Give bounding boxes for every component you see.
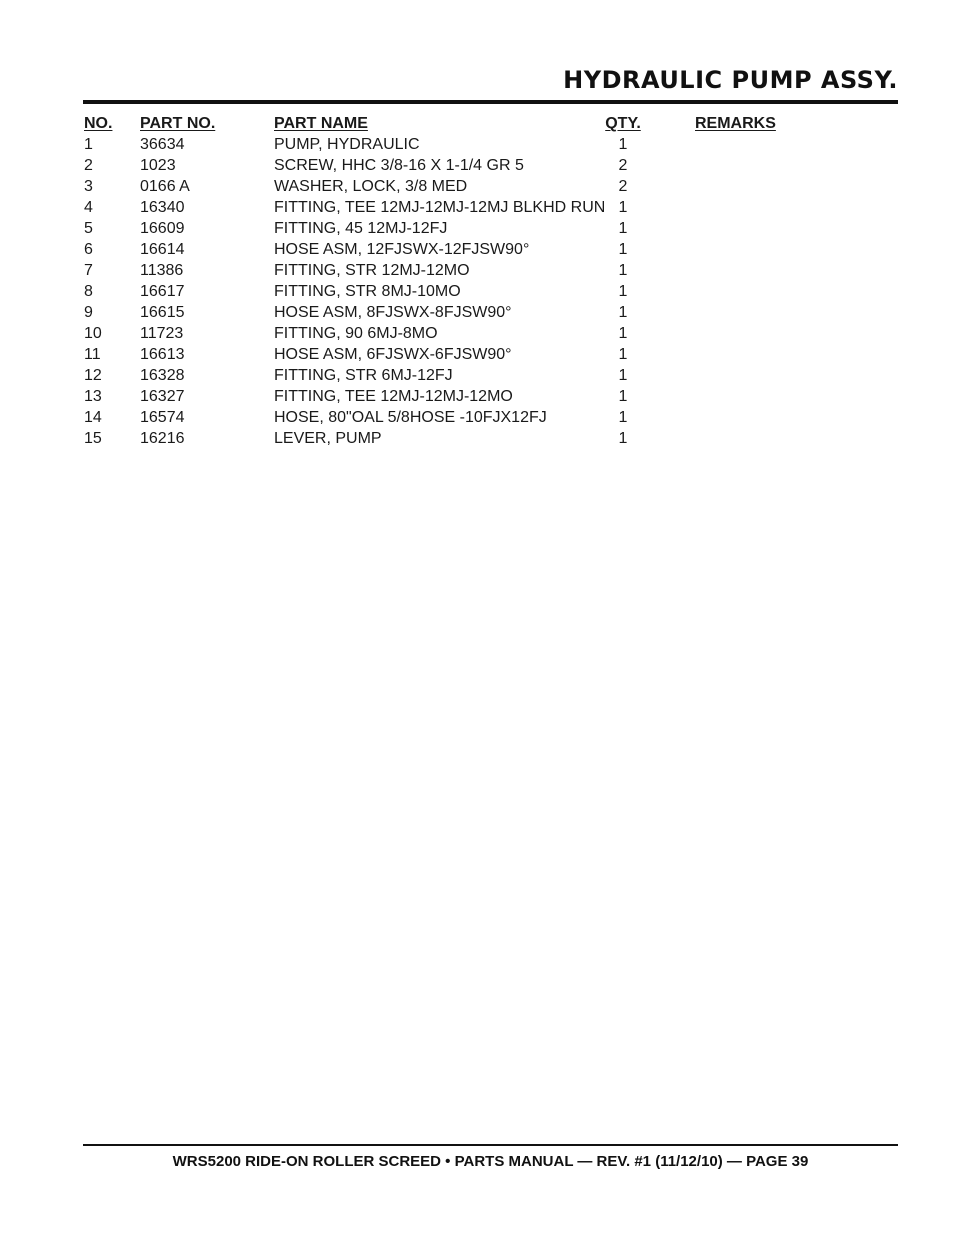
column-header-remarks: REMARKS [695,115,776,132]
cell-qty: 1 [618,430,628,447]
column-header-no: NO. [84,115,113,132]
cell-no: 9 [84,304,93,321]
table-header-row [84,113,844,134]
cell-qty: 1 [618,367,628,384]
cell-part-no: 16216 [140,430,185,447]
cell-part-no: 16617 [140,283,185,300]
cell-no: 2 [84,157,93,174]
cell-part-name: HOSE ASM, 6FJSWX-6FJSW90° [274,346,512,363]
page-title: HYDRAULIC PUMP ASSY. [563,66,898,94]
cell-no: 10 [84,325,102,342]
cell-part-no: 16340 [140,199,185,216]
cell-part-name: HOSE ASM, 12FJSWX-12FJSW90° [274,241,530,258]
cell-qty: 1 [618,136,628,153]
cell-qty: 2 [618,157,628,174]
title-divider [83,100,898,104]
cell-part-no: 11723 [140,325,184,342]
cell-part-name: FITTING, 45 12MJ-12FJ [274,220,448,237]
cell-no: 15 [84,430,102,447]
cell-qty: 1 [618,346,628,363]
table-body [84,134,844,449]
cell-part-name: SCREW, HHC 3/8-16 X 1-1/4 GR 5 [274,157,524,174]
cell-qty: 1 [618,283,628,300]
table-row [84,344,844,365]
column-header-part-name: PART NAME [274,115,368,132]
cell-qty: 1 [618,325,628,342]
cell-part-no: 16574 [140,409,185,426]
cell-no: 6 [84,241,93,258]
cell-part-name: PUMP, HYDRAULIC [274,136,420,153]
cell-no: 3 [84,178,93,195]
cell-part-name: FITTING, TEE 12MJ-12MJ-12MJ BLKHD RUN [274,199,606,216]
table-row [84,197,844,218]
cell-part-no: 16327 [140,388,185,405]
cell-part-name: FITTING, TEE 12MJ-12MJ-12MO [274,388,513,405]
cell-no: 5 [84,220,93,237]
cell-qty: 1 [618,241,628,258]
cell-part-name: HOSE ASM, 8FJSWX-8FJSW90° [274,304,512,321]
footer-divider [83,1144,898,1146]
cell-qty: 1 [618,409,628,426]
column-header-part-no: PART NO. [140,115,216,132]
cell-qty: 2 [618,178,628,195]
cell-part-name: LEVER, PUMP [274,430,382,447]
parts-list-table [84,113,844,449]
table-row [84,155,844,176]
table-row [84,302,844,323]
page-footer: WRS5200 RIDE-ON ROLLER SCREED • PARTS MANUAL — REV. #1 (11/12/10) — PAGE 39 [172,1153,809,1170]
cell-qty: 1 [618,304,628,321]
cell-qty: 1 [618,388,628,405]
cell-part-no: 16615 [140,304,185,321]
table-row [84,134,844,155]
cell-part-no: 16614 [140,241,185,258]
cell-no: 12 [84,367,102,384]
cell-part-name: FITTING, STR 8MJ-10MO [274,283,461,300]
cell-part-name: WASHER, LOCK, 3/8 MED [274,178,468,195]
table-row [84,239,844,260]
cell-qty: 1 [618,262,628,279]
cell-part-no: 36634 [140,136,185,153]
column-header-qty: QTY. [605,115,641,132]
table-row [84,218,844,239]
table-row [84,323,844,344]
cell-part-no: 1023 [140,157,176,174]
table-row [84,365,844,386]
cell-no: 7 [84,262,93,279]
cell-part-name: FITTING, STR 6MJ-12FJ [274,367,453,384]
cell-no: 13 [84,388,102,405]
cell-qty: 1 [618,199,628,216]
cell-no: 1 [84,136,93,153]
cell-part-no: 16613 [140,346,185,363]
cell-no: 4 [84,199,93,216]
cell-part-name: FITTING, 90 6MJ-8MO [274,325,438,342]
table-row [84,407,844,428]
cell-no: 11 [84,346,101,363]
cell-no: 8 [84,283,93,300]
cell-no: 14 [84,409,102,426]
table-row [84,260,844,281]
cell-qty: 1 [618,220,628,237]
table-row [84,281,844,302]
table-row [84,176,844,197]
cell-part-name: HOSE, 80"OAL 5/8HOSE -10FJX12FJ [274,409,547,426]
table-row [84,386,844,407]
table-row [84,428,844,449]
cell-part-name: FITTING, STR 12MJ-12MO [274,262,470,279]
cell-part-no: 0166 A [140,178,190,195]
cell-part-no: 16328 [140,367,185,384]
cell-part-no: 16609 [140,220,185,237]
cell-part-no: 11386 [140,262,184,279]
